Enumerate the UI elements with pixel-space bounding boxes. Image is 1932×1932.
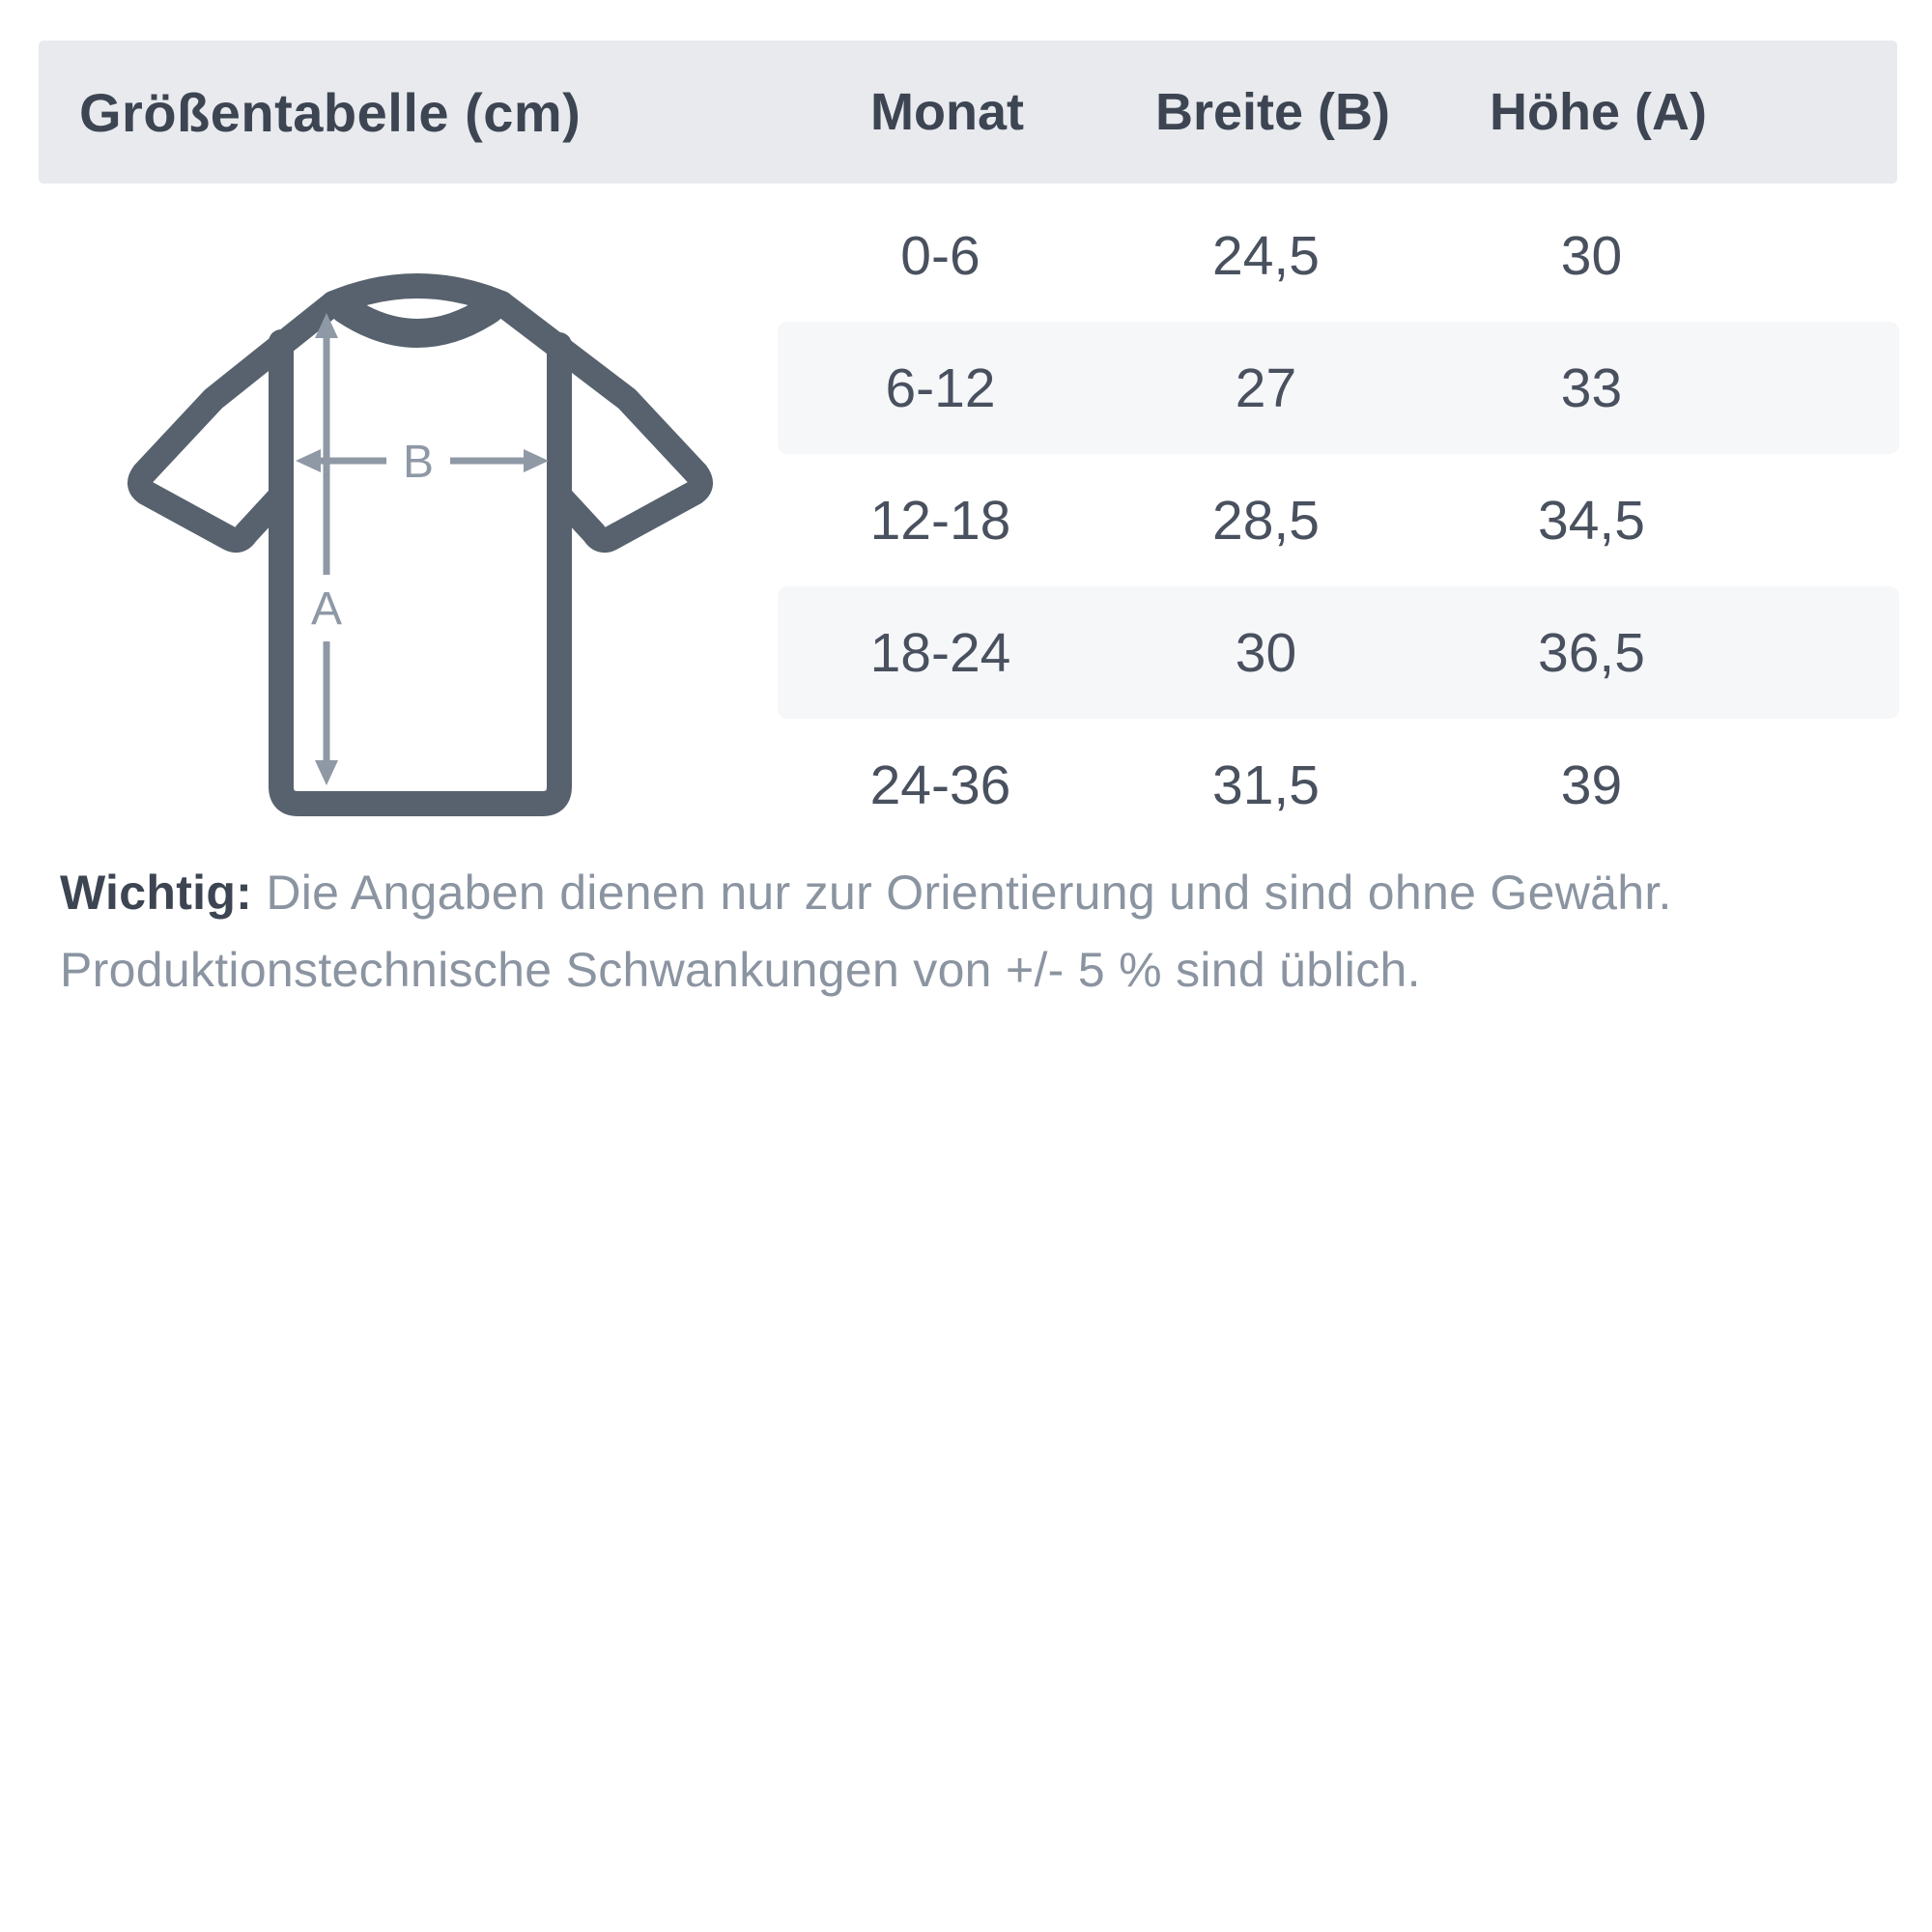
cell-breite: 27 <box>1235 356 1297 419</box>
size-table-rows <box>778 189 1899 851</box>
cell-hoehe: 36,5 <box>1538 621 1645 684</box>
size-chart-title: Größentabelle (cm) <box>79 81 582 143</box>
header-spacer <box>1761 112 1897 113</box>
tshirt-right-sleeve <box>501 303 700 540</box>
cell-breite: 28,5 <box>1212 489 1320 552</box>
cell-hoehe: 39 <box>1560 753 1623 816</box>
disclaimer-label: Wichtig: <box>60 866 253 920</box>
tshirt-icon <box>124 253 727 828</box>
cell-monat: 12-18 <box>869 489 1011 552</box>
cell-monat: 6-12 <box>885 356 996 419</box>
disclaimer-line-2: Produktionstechnische Schwankungen von +/- 5 % sind üblich. <box>60 943 1421 997</box>
cell-monat: 18-24 <box>869 621 1011 684</box>
width-arrow-head-right <box>524 449 549 472</box>
width-arrow-head-left <box>296 449 321 472</box>
cell-monat: 24-36 <box>869 753 1011 816</box>
tshirt-measurement-diagram <box>124 253 727 828</box>
table-row <box>778 454 1899 586</box>
table-row <box>778 586 1899 719</box>
tshirt-torso-outline <box>281 342 559 804</box>
column-header-breite: Breite (B) <box>1154 83 1391 141</box>
tshirt-left-sleeve <box>140 303 333 540</box>
size-chart-header <box>39 41 1897 184</box>
height-label: A <box>310 583 343 635</box>
column-header-hoehe: Höhe (A) <box>1490 83 1707 141</box>
disclaimer-text-1: Die Angaben dienen nur zur Orientierung und sind ohne Gewähr. <box>266 866 1672 920</box>
tshirt-collar-band <box>345 309 490 333</box>
cell-breite: 24,5 <box>1212 224 1320 287</box>
table-row <box>778 322 1899 454</box>
column-header-monat: Monat <box>870 83 1024 141</box>
cell-breite: 30 <box>1235 621 1297 684</box>
cell-hoehe: 33 <box>1560 356 1623 419</box>
cell-hoehe: 34,5 <box>1538 489 1645 552</box>
table-row <box>778 719 1899 851</box>
width-label: B <box>402 437 435 488</box>
disclaimer-note <box>60 854 1895 1009</box>
cell-breite: 31,5 <box>1212 753 1320 816</box>
cell-monat: 0-6 <box>900 224 980 287</box>
height-arrow-head-down <box>315 760 338 785</box>
disclaimer-line-1 <box>60 854 1895 931</box>
cell-hoehe: 30 <box>1560 224 1623 287</box>
table-row <box>778 189 1899 322</box>
